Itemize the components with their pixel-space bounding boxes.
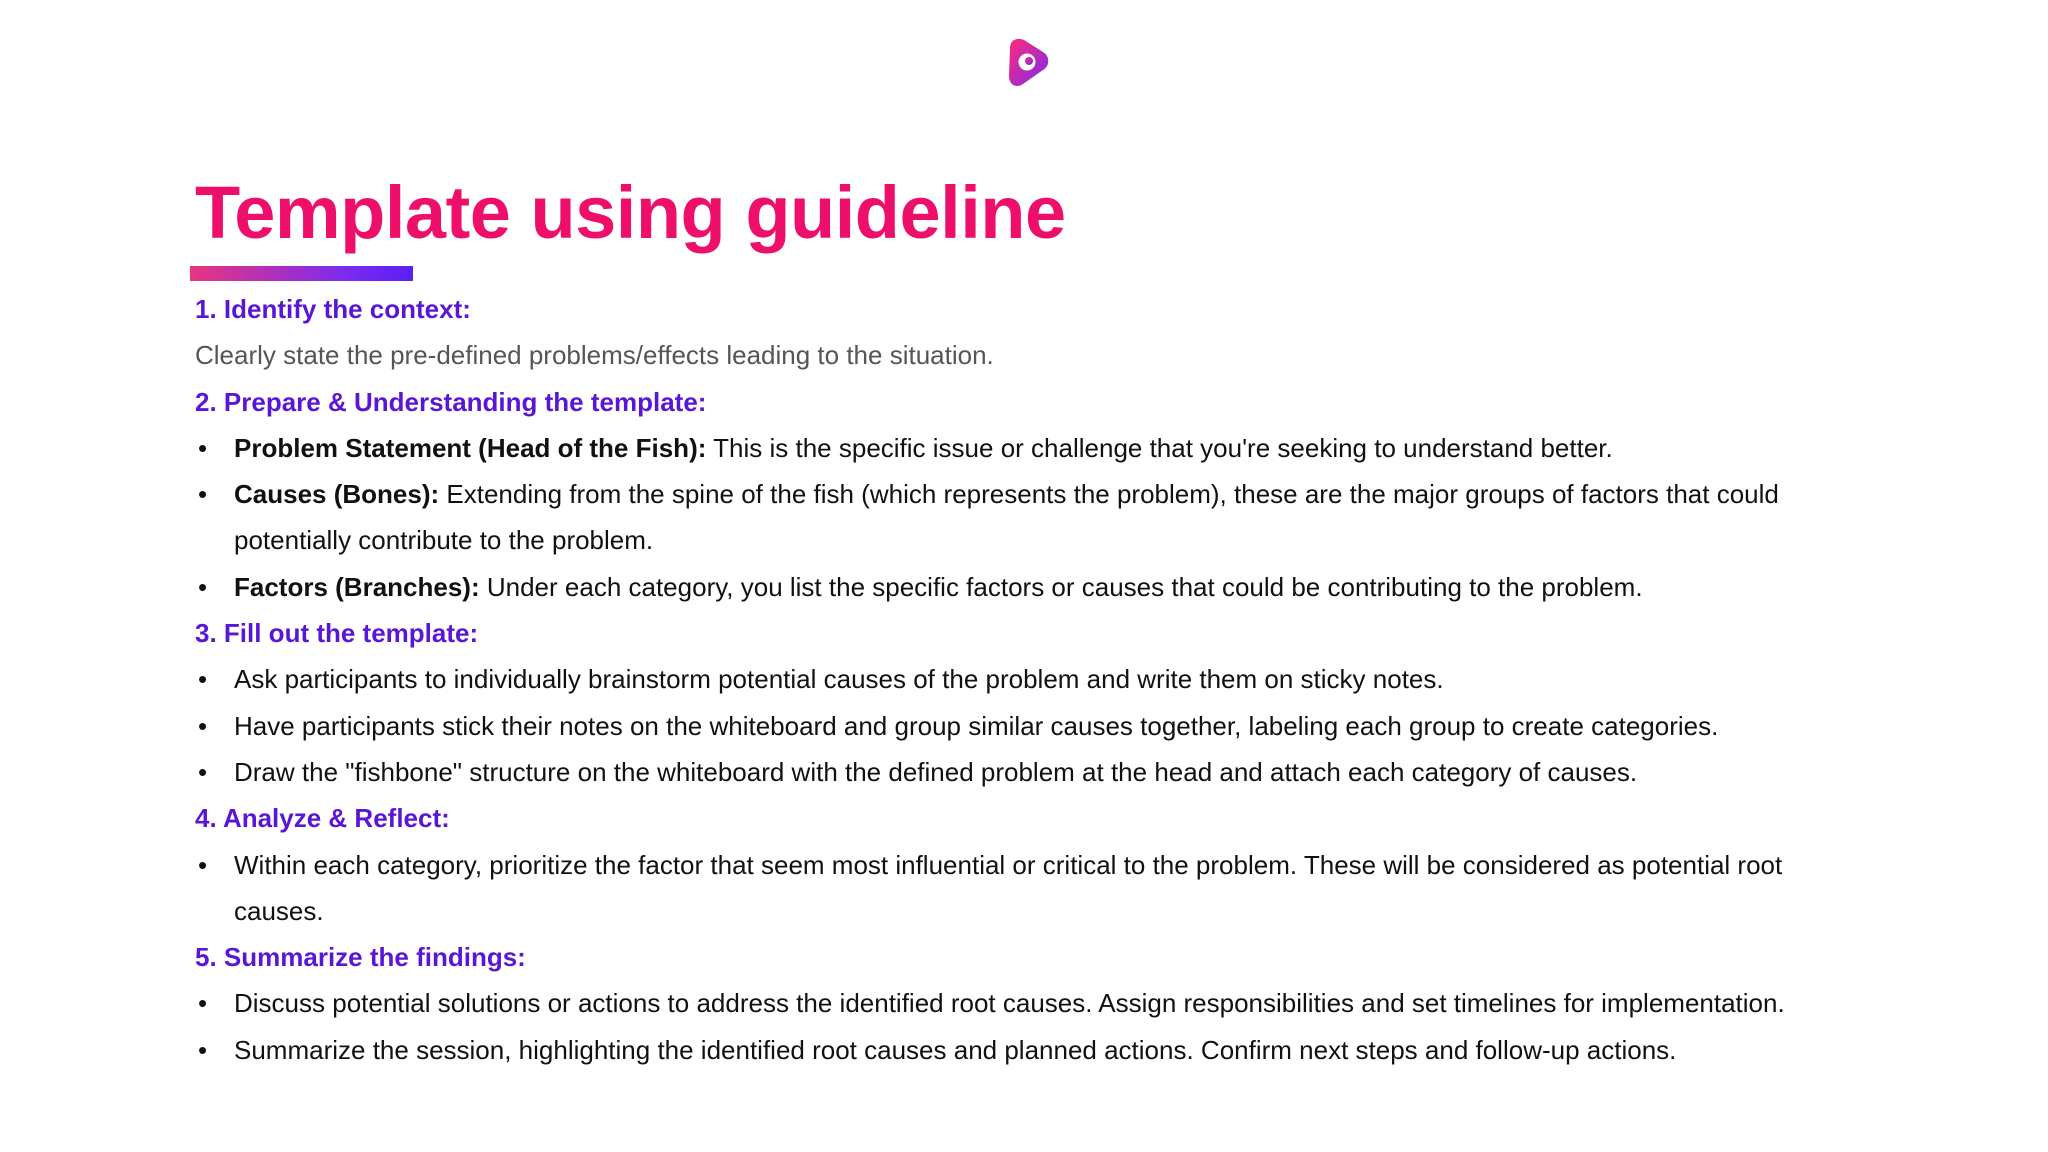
bullet-item: [195, 425, 1995, 471]
bullet-line: [234, 749, 1995, 795]
bullet-item: [195, 749, 1995, 795]
section-heading: 1. Identify the context:: [195, 294, 471, 324]
bullet-icon: •: [198, 1034, 208, 1065]
bullet-line: [234, 888, 1995, 934]
bullet-icon: •: [198, 756, 208, 787]
bullet-text: Ask participants to individually brainstorm potential causes of the problem and write them on sticky notes.: [234, 664, 1444, 695]
bullet-text: Draw the "fishbone" structure on the whiteboard with the defined problem at the head and attach each category of causes.: [234, 756, 1638, 787]
bullet-line: [234, 425, 1995, 471]
bullet-icon: •: [198, 432, 208, 463]
bullet-text: This is the specific issue or challenge that you're seeking to understand better.: [713, 432, 1613, 463]
bullet-line: [234, 564, 1995, 610]
bullet-line: [234, 517, 1995, 563]
bullet-item: [195, 656, 1995, 702]
bullet-term: Factors (Branches):: [234, 571, 480, 602]
bullet-item: [195, 980, 1995, 1026]
bullet-line: [234, 703, 1995, 749]
bullet-line: [234, 471, 1995, 517]
bullet-text: Within each category, prioritize the factor that seem most influential or critical to the problem. These will be considered as potential root: [234, 849, 1783, 880]
bullet-text: Have participants stick their notes on the whiteboard and group similar causes together, labeling each group to create categories.: [234, 710, 1719, 741]
bullet-item: [195, 564, 1995, 610]
section-heading: 3. Fill out the template:: [195, 618, 479, 649]
bullet-item: [195, 1027, 1995, 1073]
bullet-text: potentially contribute to the problem.: [234, 525, 654, 556]
section-heading: 2. Prepare & Understanding the template:: [195, 386, 707, 417]
bullet-line: [234, 980, 1995, 1026]
section-text: Clearly state the pre-defined problems/effects leading to the situation.: [195, 340, 994, 371]
bullet-icon: •: [198, 664, 208, 695]
page-title: Template using guideline: [195, 171, 1066, 254]
brand-logo-icon: [1001, 36, 1051, 90]
bullet-term: Causes (Bones):: [234, 479, 440, 510]
bullet-icon: •: [198, 849, 208, 880]
bullet-item: [195, 703, 1995, 749]
bullet-term: Problem Statement (Head of the Fish):: [234, 432, 707, 463]
bullet-text: causes.: [234, 895, 324, 926]
bullet-line: [234, 842, 1995, 888]
bullet-icon: •: [198, 988, 208, 1019]
bullet-icon: •: [198, 710, 208, 741]
brand-logo: [1001, 36, 1051, 90]
bullet-line: [234, 656, 1995, 702]
bullet-icon: •: [198, 479, 208, 510]
bullet-item: [195, 471, 1995, 564]
bullet-item: [195, 842, 1995, 935]
section-heading: 5. Summarize the findings:: [195, 942, 526, 973]
title-underline: [190, 266, 413, 281]
bullet-text: Discuss potential solutions or actions to address the identified root causes. Assign responsibilities and set timelines for implementation.: [234, 988, 1785, 1019]
guideline-content: [195, 286, 1995, 1073]
bullet-text: Extending from the spine of the fish (which represents the problem), these are the major groups of factors that could: [446, 479, 1779, 510]
bullet-text: Summarize the session, highlighting the identified root causes and planned actions. Confirm next steps and follow-up actions.: [234, 1034, 1677, 1065]
bullet-text: Under each category, you list the specific factors or causes that could be contributing to the problem.: [486, 571, 1643, 602]
bullet-line: [234, 1027, 1995, 1073]
bullet-icon: •: [198, 571, 208, 602]
section-heading: 4. Analyze & Reflect:: [195, 803, 450, 834]
